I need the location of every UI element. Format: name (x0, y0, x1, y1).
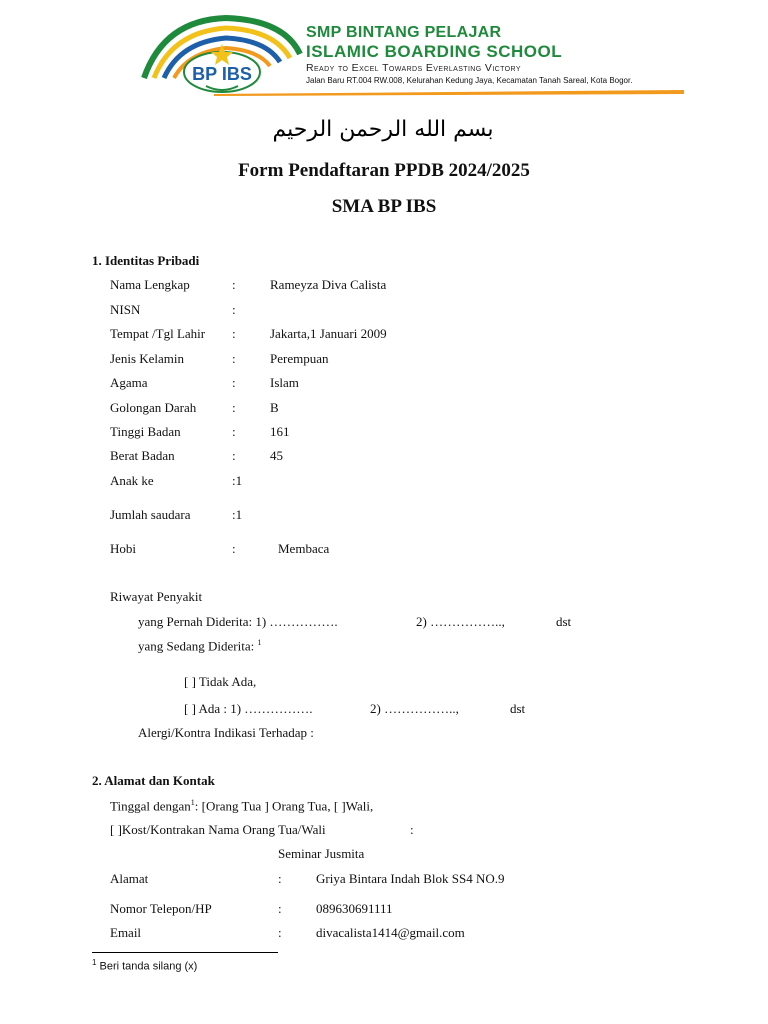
ada-dst: dst (510, 701, 526, 716)
field-colon: : (232, 400, 236, 415)
tinggal-label: Tinggal dengan (110, 798, 191, 814)
field-colon: :1 (232, 507, 243, 522)
field-label: Golongan Darah (110, 400, 197, 415)
footnote-ref: 1 (257, 638, 262, 647)
footnote-ref: 1 (190, 798, 195, 807)
field-label: Hobi (110, 541, 136, 556)
field-value: 161 (270, 424, 290, 439)
header-divider (214, 88, 684, 96)
section-identitas-heading: 1. Identitas Pribadi (92, 253, 200, 268)
section-alamat-heading: 2. Alamat dan Kontak (92, 773, 215, 788)
tinggal-options[interactable]: : [Orang Tua ] Orang Tua, [ ]Wali, (194, 798, 374, 814)
field-colon: : (232, 302, 236, 317)
field-colon: : (232, 351, 236, 366)
field-label: Jenis Kelamin (110, 351, 185, 366)
field-label: Nama Lengkap (110, 277, 190, 292)
field-label: Nomor Telepon/HP (110, 901, 212, 916)
pernah-diderita: yang Pernah Diderita: 1) ……………. (138, 614, 338, 629)
footnote-number: 1 (92, 958, 97, 967)
field-colon: :1 (232, 473, 243, 488)
field-value: 089630691111 (316, 901, 393, 916)
field-label: Jumlah saudara (110, 507, 191, 522)
field-label: Alamat (110, 871, 149, 886)
field-colon: : (232, 448, 236, 463)
field-colon: : (232, 424, 236, 439)
pernah-diderita-2: 2) …………….., (416, 614, 505, 629)
field-label: Agama (110, 375, 148, 390)
field-value: Perempuan (270, 351, 329, 366)
basmalah-calligraphy (272, 108, 494, 148)
kost-colon: : (410, 822, 414, 837)
kost-option[interactable]: [ ]Kost/Kontrakan Nama Orang Tua/Wali (110, 822, 326, 837)
field-colon: : (278, 925, 282, 940)
tinggal-dengan (110, 798, 373, 814)
footnote-divider (92, 952, 278, 953)
field-colon: : (232, 541, 236, 556)
field-label: NISN (110, 302, 141, 317)
field-label: Email (110, 925, 142, 940)
field-colon: : (278, 901, 282, 916)
sedang-diderita-label: yang Sedang Diderita: (138, 638, 255, 654)
logo-text: BP IBS (192, 64, 252, 84)
form-subtitle: SMA BP IBS (331, 196, 437, 217)
field-label: Tempat /Tgl Lahir (110, 326, 206, 341)
field-colon: : (232, 277, 236, 292)
org-name-line1: SMP BINTANG PELAJAR (306, 24, 502, 41)
footnote (92, 958, 197, 973)
tagline: Ready to Excel Towards Everlasting Victory (306, 62, 521, 74)
field-value: Islam (270, 375, 299, 390)
ada-2: 2) …………….., (370, 701, 459, 716)
form-title: Form Pendaftaran PPDB 2024/2025 (238, 160, 530, 181)
field-colon: : (278, 871, 282, 886)
riwayat-heading: Riwayat Penyakit (110, 589, 203, 604)
field-colon: : (232, 326, 236, 341)
field-value: Jakarta,1 Januari 2009 (270, 326, 387, 341)
school-address: Jalan Baru RT.004 RW.008, Kelurahan Kedung Jaya, Kecamatan Tanah Sareal, Kota Bogor. (306, 76, 633, 85)
field-label: Tinggi Badan (110, 424, 181, 439)
field-value: Griya Bintara Indah Blok SS4 NO.9 (316, 871, 505, 886)
field-value: 45 (270, 448, 283, 463)
org-name-line2: ISLAMIC BOARDING SCHOOL (306, 42, 563, 61)
footnote-text: Beri tanda silang (x) (96, 960, 198, 973)
ada-checkbox[interactable]: [ ] Ada : 1) ……………. (184, 701, 313, 716)
field-value: Membaca (278, 541, 330, 556)
parent-name: Seminar Jusmita (278, 846, 365, 861)
field-value: divacalista1414@gmail.com (316, 925, 465, 940)
pernah-dst: dst (556, 614, 572, 629)
tidak-ada-checkbox[interactable]: [ ] Tidak Ada, (184, 674, 257, 689)
field-colon: : (232, 375, 236, 390)
field-value: Rameyza Diva Calista (270, 277, 387, 292)
sedang-diderita (138, 638, 262, 654)
alergi-label: Alergi/Kontra Indikasi Terhadap : (138, 725, 314, 740)
school-logo (134, 14, 304, 96)
field-value: B (270, 400, 279, 415)
field-label: Anak ke (110, 473, 154, 488)
basmalah-text: بسم الله الرحمن الرحيم (272, 117, 494, 142)
field-label: Berat Badan (110, 448, 175, 463)
